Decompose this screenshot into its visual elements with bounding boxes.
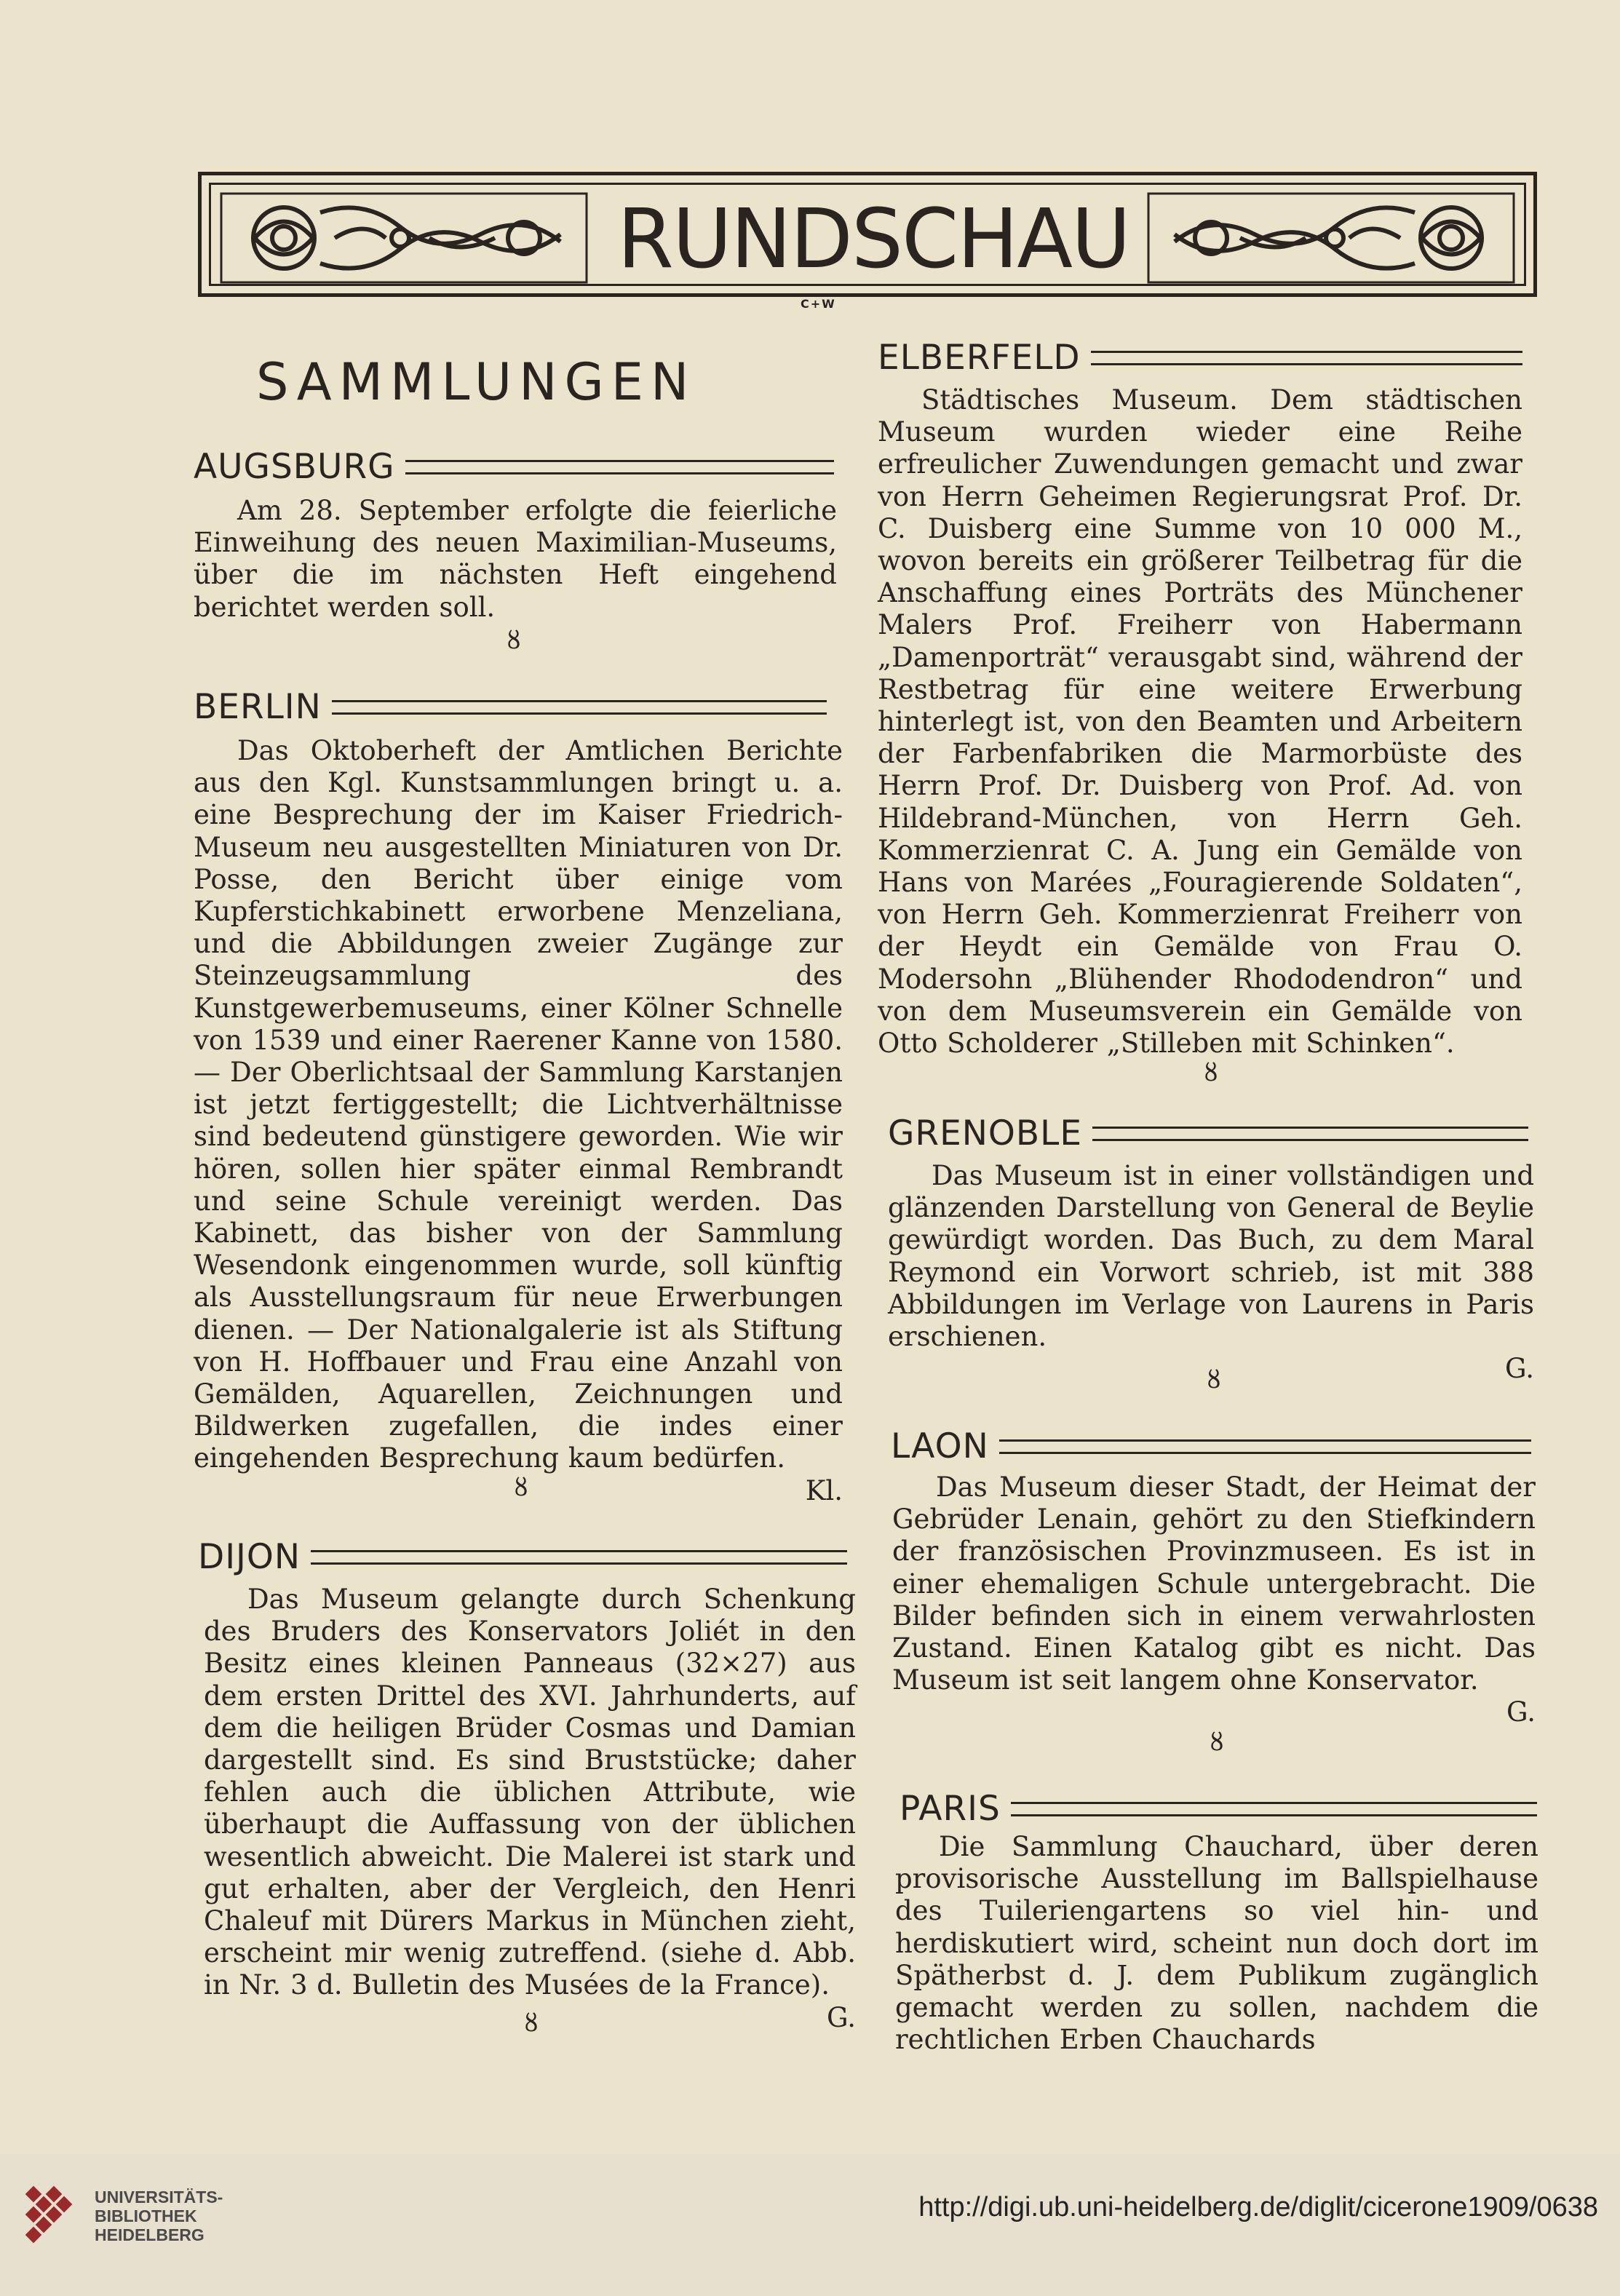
section-divider: ȣ bbox=[1204, 1058, 1218, 1087]
article-signature: G. bbox=[827, 2001, 856, 2033]
heading-rule bbox=[332, 700, 827, 715]
article-signature: G. bbox=[1506, 1696, 1536, 1728]
heading-augsburg: AUGSBURG bbox=[194, 447, 834, 487]
article-signature: G. bbox=[1505, 1353, 1534, 1385]
ornament-right-icon bbox=[1145, 191, 1517, 285]
section-divider: ȣ bbox=[1207, 1365, 1221, 1394]
ornament-left-icon bbox=[218, 191, 589, 285]
header-banner bbox=[198, 172, 1537, 297]
section-title: SAMMLUNGEN bbox=[256, 352, 696, 412]
article-elberfeld: Städtisches Museum. Dem städtischen Museum wurden wieder eine Reihe erfreulicher Zuwendungen gemacht und zwar von Herrn Geheimen Regierungsrat Prof. Dr. C. Duisberg eine Summe von 10 000 M., wovon bereits ein größerer Teilbetrag für die Anschaffung eines Porträts des Münchener Malers Prof. Freiherr von Habermann „Damenporträt“ verausgabt sind, während der Restbetrag für eine weitere Erwerbung hinterlegt ist, von den Beamten und Arbeitern der Farbenfabriken die Marmorbüste des Herrn Prof. Dr. Duisberg von Prof. Ad. von Hildebrand-München, von Herrn Geh. Kommerzienrat C. A. Jung ein Gemälde von Hans von Marées „Fouragierende Soldaten“, von Herrn Geh. Kommerzienrat Freiherr von der Heydt ein Gemälde von Frau O. Modersohn „Blühender Rhododendron“ und von dem Museumsverein ein Gemälde von Otto Scholderer „Stilleben mit Schinken“. bbox=[878, 384, 1522, 1060]
section-divider: ȣ bbox=[507, 626, 521, 655]
source-url-link[interactable]: http://digi.ub.uni-heidelberg.de/diglit/cicerone1909/0638 bbox=[918, 2192, 1598, 2222]
university-seal-icon bbox=[25, 2185, 84, 2245]
university-name: UNIVERSITÄTS- BIBLIOTHEK HEIDELBERG bbox=[95, 2188, 223, 2244]
heading-rule bbox=[311, 1550, 847, 1565]
article-grenoble: Das Museum ist in einer vollständigen und glänzenden Darstellung von General de Beylie gewürdigt worden. Das Buch, zu dem Maral Reymond ein Vorwort schrieb, ist mit 388 Abbildungen im Verlage von Laurens in Paris erschienen. G. bbox=[888, 1160, 1534, 1385]
heading-grenoble: GRENOBLE bbox=[888, 1113, 1528, 1153]
heading-paris: PARIS bbox=[900, 1789, 1537, 1829]
header-signature: C+W bbox=[801, 297, 836, 311]
heading-rule bbox=[1092, 1127, 1528, 1141]
heading-berlin: BERLIN bbox=[194, 687, 827, 727]
heading-laon: LAON bbox=[891, 1426, 1531, 1466]
section-divider: ȣ bbox=[1210, 1728, 1224, 1757]
heading-elberfeld: ELBERFELD bbox=[878, 338, 1522, 378]
heading-rule bbox=[1091, 351, 1522, 365]
heading-rule bbox=[405, 460, 834, 474]
header-inner-frame bbox=[209, 183, 1526, 286]
heading-rule bbox=[1011, 1802, 1537, 1816]
header-title: RUNDSCHAU bbox=[617, 192, 1129, 287]
article-paris: Die Sammlung Chauchard, über deren provisorische Ausstellung im Ballspielhause des Tuileriengartens so viel hin- und herdiskutiert wird, scheint nun doch dort im Spätherbst d. J. dem Publikum zugänglich gemacht werden zu sollen, nachdem die rechtlichen Erben Chauchards bbox=[895, 1831, 1538, 2056]
article-dijon: Das Museum gelangte durch Schenkung des Bruders des Konservators Joliét in den Besitz eines kleinen Panneaus (32×27) aus dem ersten Drittel des XVI. Jahrhunderts, auf dem die heiligen Brüder Cosmas und Damian dargestellt sind. Es sind Bruststücke; daher fehlen auch die üblichen Attribute, wie überhaupt die Auffassung von der üblichen wesentlich abweicht. Die Malerei ist stark und gut erhalten, aber der Vergleich, den Henri Chaleuf mit Dürers Markus in München zieht, erscheint mir wenig zutreffend. (siehe d. Abb. in Nr. 3 d. Bulletin des Musées de la France). G. bbox=[204, 1584, 856, 2033]
article-signature: Kl. bbox=[805, 1474, 843, 1506]
heading-dijon: DIJON bbox=[198, 1537, 847, 1577]
section-divider: ȣ bbox=[514, 1473, 528, 1502]
footer-bar bbox=[0, 2154, 1620, 2296]
article-augsburg: Am 28. September erfolgte die feierliche Einweihung des neuen Maximilian-Museums, über die im nächsten Heft eingehend berichtet werden soll. bbox=[194, 495, 837, 623]
article-laon: Das Museum dieser Stadt, der Heimat der Gebrüder Lenain, gehört zu den Stiefkindern der französischen Provinzmuseen. Es ist in einer ehemaligen Schule untergebracht. Die Bilder befinden sich in einem verwahrlosten Zustand. Einen Katalog gibt es nicht. Das Museum ist seit langem ohne Konservator. G. bbox=[892, 1471, 1536, 1728]
heading-rule bbox=[999, 1439, 1531, 1454]
article-berlin: Das Oktoberheft der Amtlichen Berichte aus den Kgl. Kunstsammlungen bringt u. a. eine Besprechung der im Kaiser Friedrich-Museum neu ausgestellten Miniaturen von Dr. Posse, den Bericht über einige vom Kupferstichkabinett erworbene Menzeliana, und die Abbildungen zweier Zugänge zur Steinzeugsammlung des Kunstgewerbemuseums, einer Kölner Schnelle von 1539 und einer Raerener Kanne von 1580. — Der Oberlichtsaal der Sammlung Karstanjen ist jetzt fertiggestellt; die Lichtverhältnisse sind bedeutend günstigere geworden. Wie wir hören, sollen hier später einmal Rembrandt und seine Schule vereinigt werden. Das Kabinett, das bisher von der Sammlung Wesendonk eingenommen wurde, soll künftig als Ausstellungsraum für neue Erwerbungen dienen. — Der Nationalgalerie ist als Stiftung von H. Hoffbauer und Frau eine Anzahl von Gemälden, Aquarellen, Zeichnungen und Bildwerken zugefallen, die indes einer eingehenden Besprechung kaum bedürfen. Kl. bbox=[194, 735, 843, 1506]
section-divider: ȣ bbox=[524, 2009, 539, 2038]
